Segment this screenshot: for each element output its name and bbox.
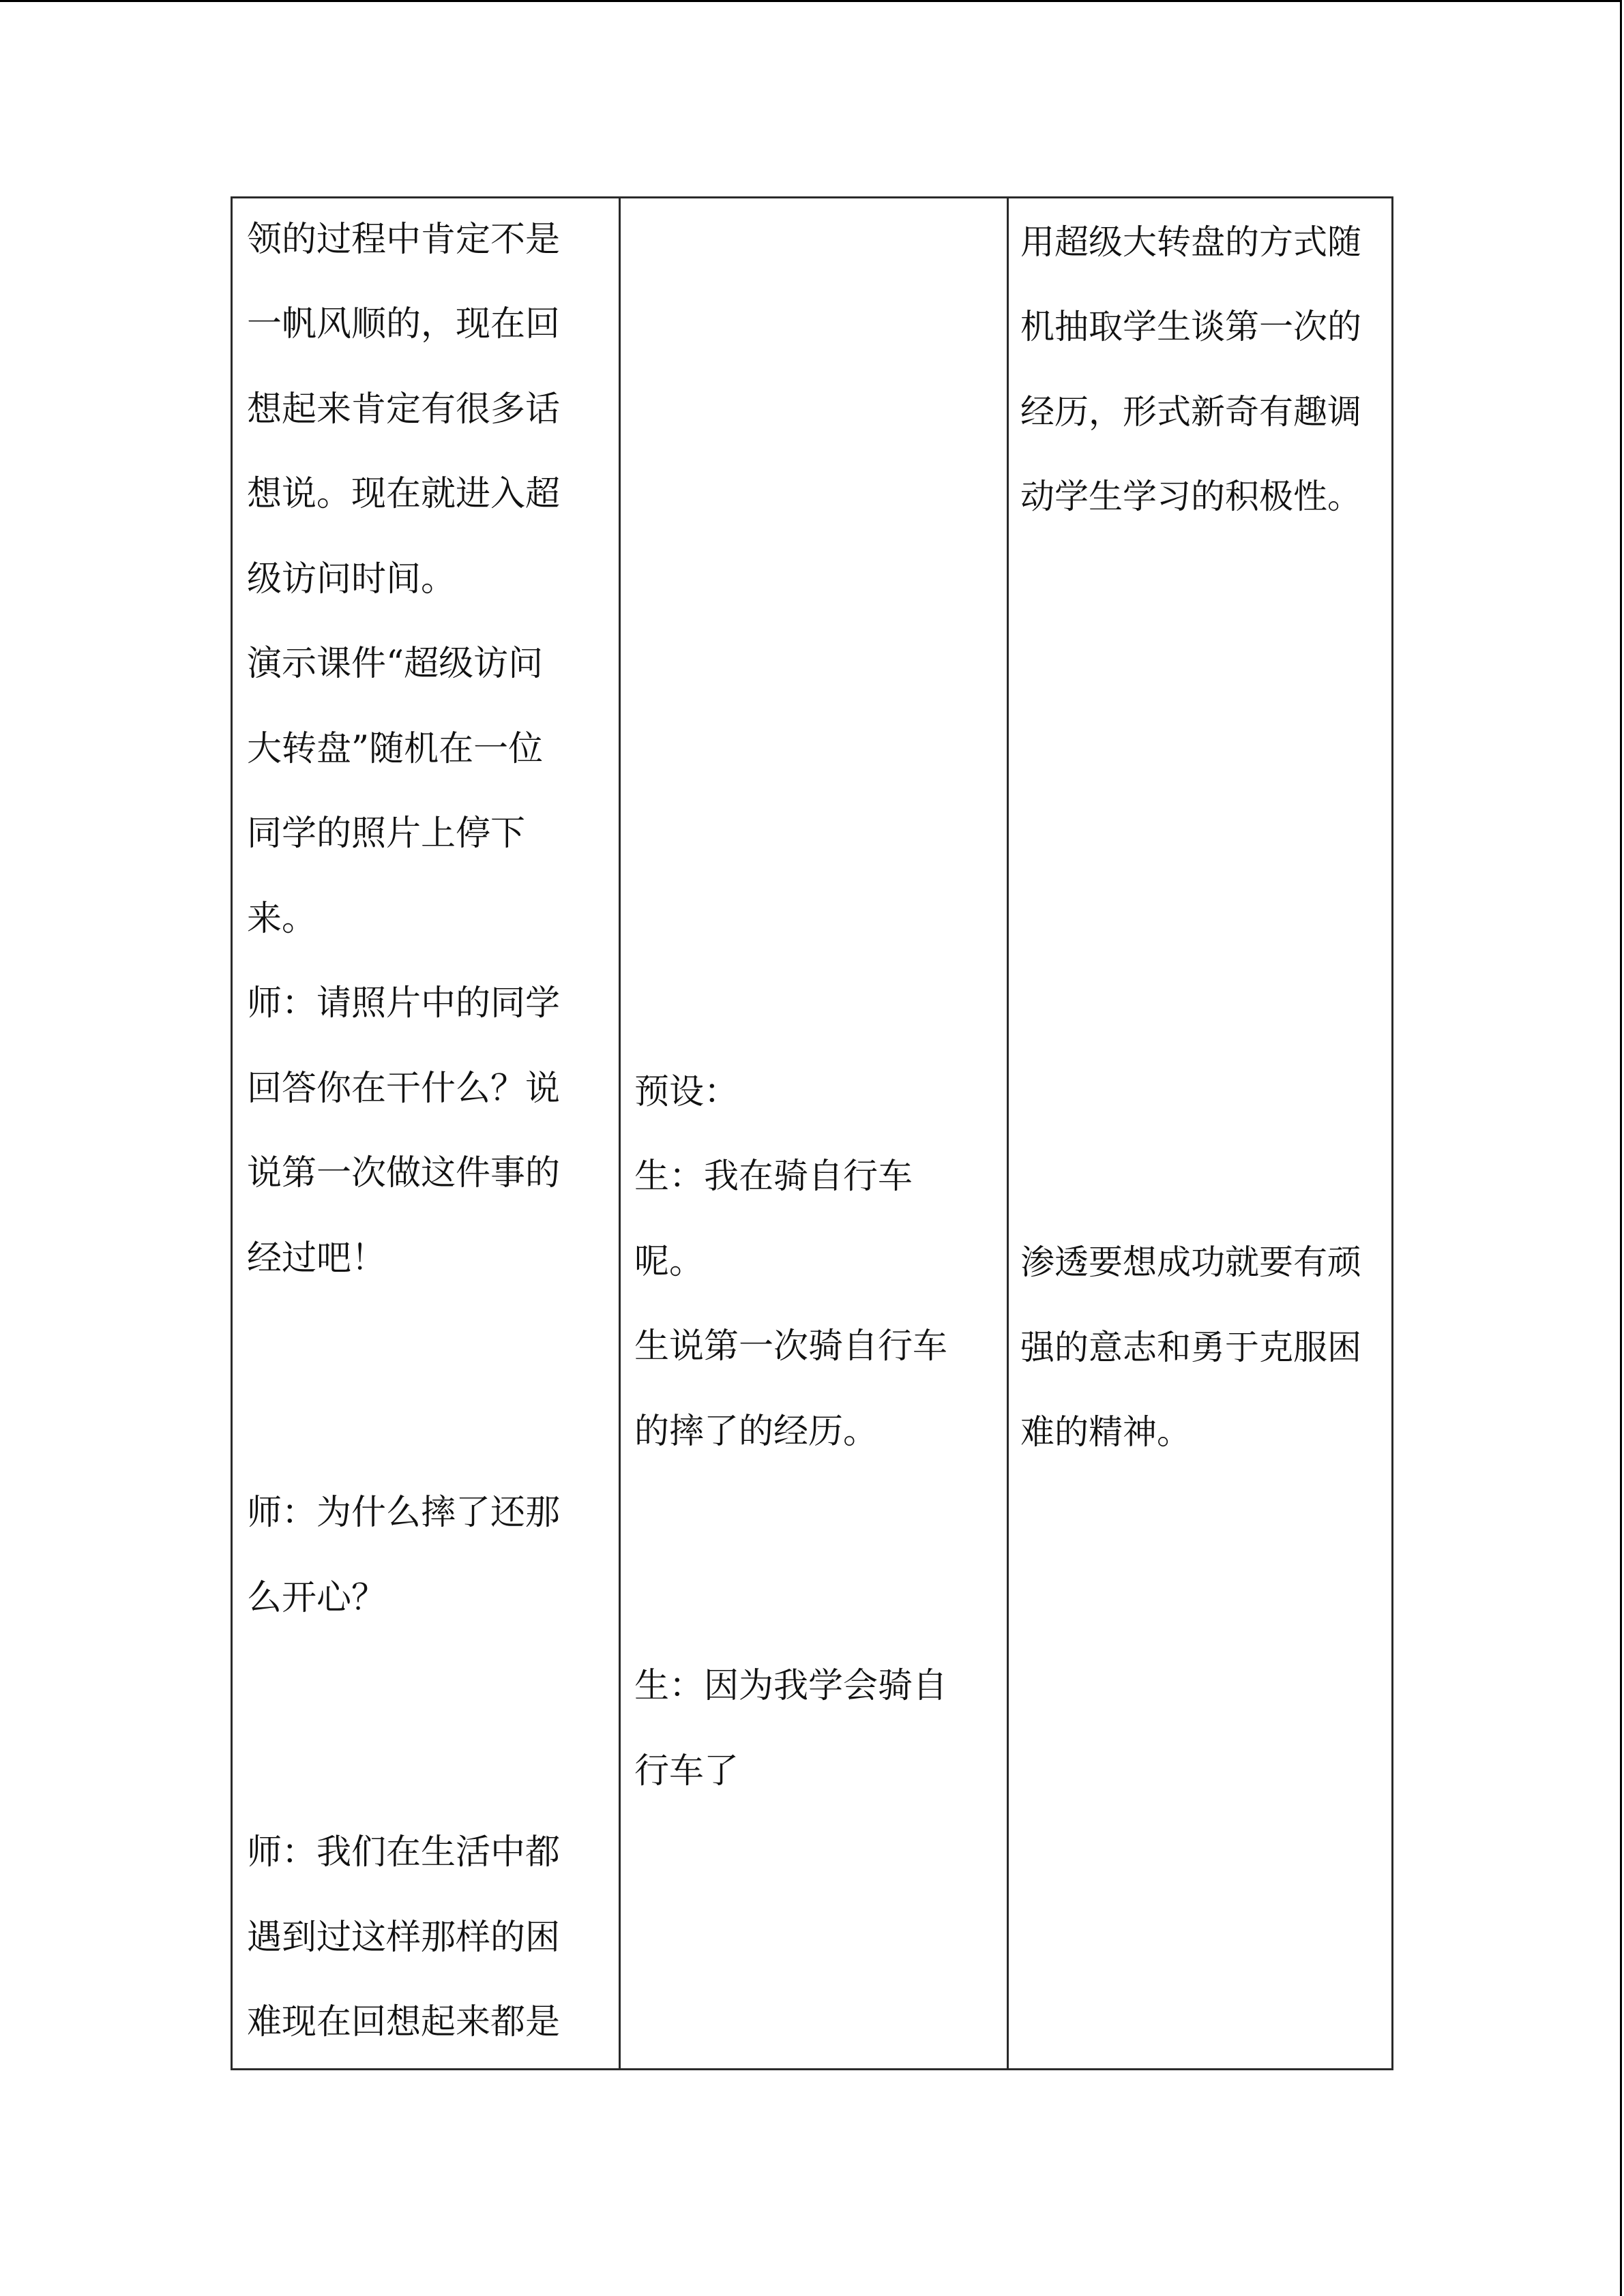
teacher-line: 遇到过这样那样的困 xyxy=(247,1918,561,1958)
teacher-line: 师：我们在生活中都 xyxy=(247,1832,561,1873)
column-divider xyxy=(1007,198,1009,2068)
intent-line: 经历，形式新奇有趣调 xyxy=(1020,392,1361,432)
intent-line: 渗透要想成功就要有顽 xyxy=(1020,1242,1361,1282)
teacher-line: 经过吧！ xyxy=(247,1238,387,1279)
teacher-line: 领的过程中肯定不是 xyxy=(247,220,561,260)
student-line: 预设： xyxy=(634,1072,739,1112)
teacher-line: 一帆风顺的，现在回 xyxy=(247,304,561,344)
student-line: 生：因为我学会骑自 xyxy=(634,1666,948,1706)
student-line: 生：我在骑自行车 xyxy=(634,1157,913,1197)
student-line: 的摔了的经历。 xyxy=(634,1412,879,1452)
column-divider xyxy=(619,198,621,2068)
teacher-line: 级访问时间。 xyxy=(247,559,456,599)
teacher-line: 师：请照片中的同学 xyxy=(247,983,561,1024)
teacher-line: 同学的照片上停下 xyxy=(247,814,526,854)
teacher-line: 么开心？ xyxy=(247,1578,387,1618)
intent-line: 用超级大转盘的方式随 xyxy=(1020,222,1361,262)
teacher-line: 演示课件“超级访问 xyxy=(247,644,544,684)
student-line: 行车了 xyxy=(634,1751,739,1791)
student-line: 呢。 xyxy=(634,1242,705,1282)
teacher-line: 师：为什么摔了还那 xyxy=(247,1493,561,1533)
teacher-line: 难现在回想起来都是 xyxy=(247,2002,561,2042)
teacher-line: 回答你在干什么？说 xyxy=(247,1069,561,1109)
intent-line: 难的精神。 xyxy=(1020,1412,1191,1452)
teacher-line: 大转盘”随机在一位 xyxy=(247,729,544,769)
teacher-line: 说第一次做这件事的 xyxy=(247,1153,561,1193)
teacher-line: 想起来肯定有很多话 xyxy=(247,389,561,430)
intent-line: 动学生学习的积极性。 xyxy=(1020,477,1361,516)
teacher-line: 来。 xyxy=(247,899,317,939)
student-line: 生说第一次骑自行车 xyxy=(634,1326,948,1367)
intent-line: 强的意志和勇于克服困 xyxy=(1020,1328,1361,1367)
intent-line: 机抽取学生谈第一次的 xyxy=(1020,307,1361,346)
teacher-line: 想说。现在就进入超 xyxy=(247,474,561,514)
